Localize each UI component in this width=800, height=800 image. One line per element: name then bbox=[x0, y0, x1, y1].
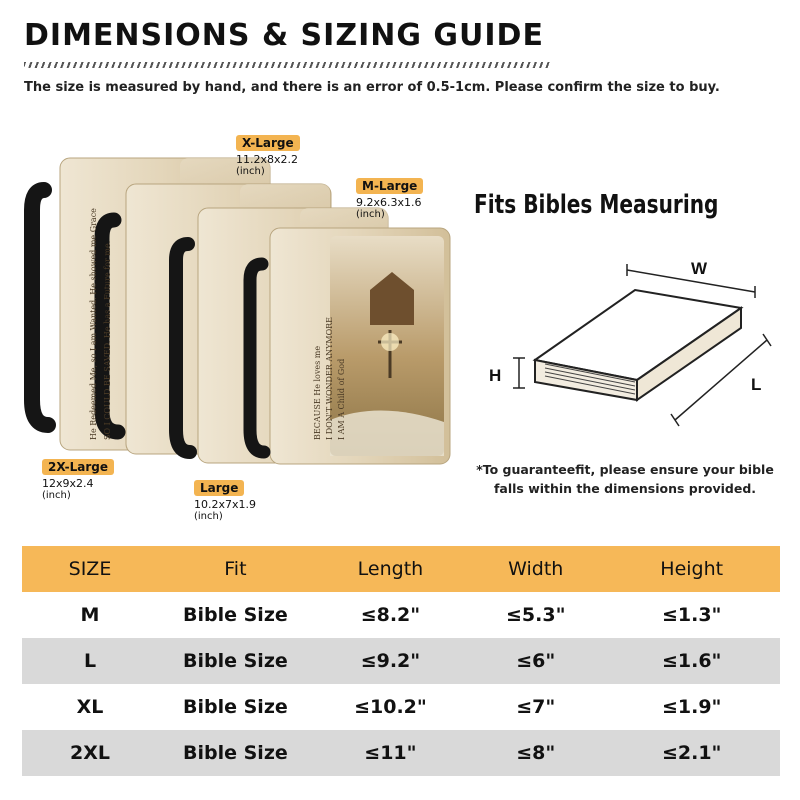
cell-size: XL bbox=[76, 696, 104, 718]
book-m-large bbox=[250, 228, 450, 464]
l-label: L bbox=[751, 375, 762, 394]
cover-text-1: He Redeemed Me, so I am Wanted. He showed me Grace bbox=[89, 208, 98, 440]
cell-size: M bbox=[80, 604, 100, 626]
hatch-divider bbox=[24, 62, 552, 68]
cell-fit: Bible Size bbox=[183, 650, 288, 672]
cell-width: ≤8" bbox=[516, 742, 556, 764]
size-unit: (inch) bbox=[194, 511, 223, 522]
cell-fit: Bible Size bbox=[183, 604, 288, 626]
cell-height: ≤1.6" bbox=[661, 650, 722, 672]
size-badge: 2X-Large bbox=[42, 459, 114, 475]
book-measure-diagram bbox=[489, 240, 775, 430]
size-badge: M-Large bbox=[356, 178, 423, 194]
col-header-size: SIZE bbox=[68, 558, 112, 580]
cell-length: ≤10.2" bbox=[354, 696, 427, 718]
measurement-note: The size is measured by hand, and there is an error of 0.5-1cm. Please confirm the size to buy. bbox=[24, 80, 720, 95]
size-label-x-large bbox=[236, 132, 300, 178]
cover-text-5: I AM A Child of God bbox=[337, 358, 346, 440]
cell-height: ≤1.3" bbox=[661, 604, 722, 626]
cover-text-3: BECAUSE He loves me bbox=[313, 345, 322, 440]
cell-height: ≤1.9" bbox=[661, 696, 722, 718]
size-unit: (inch) bbox=[356, 209, 385, 220]
cell-size: L bbox=[83, 650, 97, 672]
col-header-length: Length bbox=[357, 558, 424, 580]
size-dims: 11.2x8x2.2 bbox=[236, 153, 299, 166]
cell-length: ≤9.2" bbox=[360, 650, 421, 672]
size-unit: (inch) bbox=[236, 166, 265, 177]
table-row bbox=[22, 592, 780, 638]
col-header-width: Width bbox=[508, 558, 564, 580]
size-badge: Large bbox=[194, 480, 244, 496]
cover-text-2: SO I COULD BE SAVED. He has a Future for me. bbox=[103, 240, 112, 440]
w-label: W bbox=[691, 259, 708, 278]
size-dims: 9.2x6.3x1.6 bbox=[356, 196, 422, 209]
cell-fit: Bible Size bbox=[183, 696, 288, 718]
size-dims: 10.2x7x1.9 bbox=[194, 498, 257, 511]
cell-length: ≤8.2" bbox=[360, 604, 421, 626]
size-label-2x-large bbox=[42, 456, 114, 502]
table-row bbox=[22, 638, 780, 684]
table-row bbox=[22, 730, 780, 776]
guarantee-note: *To guaranteefit, please ensure your bible falls within the dimensions provided. bbox=[476, 462, 774, 496]
size-dims: 12x9x2.4 bbox=[42, 477, 94, 490]
cell-fit: Bible Size bbox=[183, 742, 288, 764]
size-unit: (inch) bbox=[42, 490, 71, 501]
h-label: H bbox=[489, 366, 502, 385]
size-label-large bbox=[194, 477, 256, 523]
size-label-m-large bbox=[356, 175, 423, 221]
col-header-height: Height bbox=[660, 558, 724, 580]
table-row bbox=[22, 684, 780, 730]
cell-width: ≤5.3" bbox=[505, 604, 566, 626]
cell-width: ≤6" bbox=[516, 650, 556, 672]
col-header-fit: Fit bbox=[224, 558, 247, 580]
cell-width: ≤7" bbox=[516, 696, 556, 718]
size-badge: X-Large bbox=[236, 135, 300, 151]
cell-size: 2XL bbox=[70, 742, 110, 764]
size-table bbox=[22, 546, 780, 776]
fits-title: Fits Bibles Measuring bbox=[474, 190, 719, 220]
cell-height: ≤2.1" bbox=[661, 742, 722, 764]
cover-text-4: I DON'T WONDER ANYMORE bbox=[325, 316, 334, 440]
table-header-row bbox=[22, 546, 780, 592]
cell-length: ≤11" bbox=[364, 742, 417, 764]
page-title: DIMENSIONS & SIZING GUIDE bbox=[24, 18, 544, 53]
